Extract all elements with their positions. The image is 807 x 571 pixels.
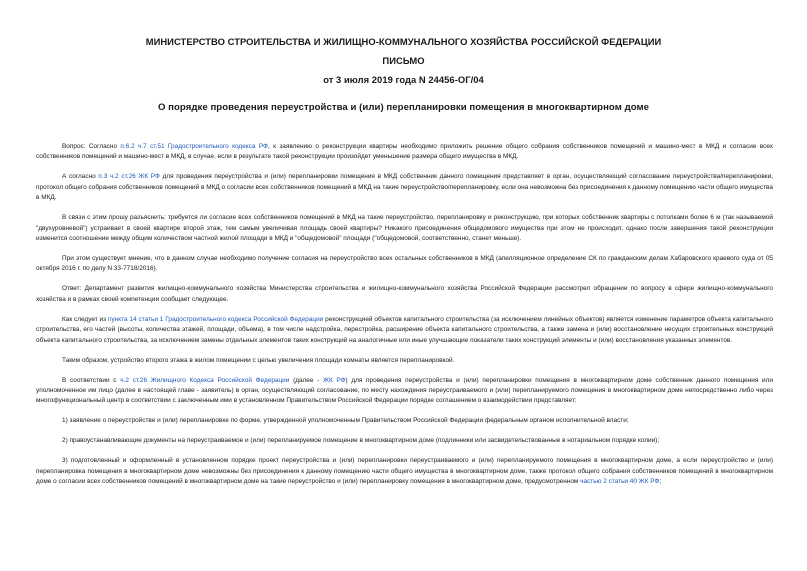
text: В соответствии с xyxy=(62,376,121,384)
list-item-2: 2) правоустанавливающие документы на переустраиваемое и (или) перепланируемое помещение в многоквартирном доме (подлинники или засвидетельствованные в нотариальном порядке копии); xyxy=(62,437,660,445)
text: для проведения переустройства и (или) перепланировки помещения в МКД собственник данного помещения представляет в орган, осуществляющий согласование переустройства/перепланировки, протокол общего собрания собственников помещений в МКД о согласии всех собственников помещений в МКД на такие переустройство/перепланировку, если она невозможна без присоединения к данному помещению части общего имущества в МКД. xyxy=(36,173,774,202)
list-item-1: 1) заявление о переустройстве и (или) перепланировке по форме, утвержденной уполномоченным Правительством Российской Федерации федеральным органом исполнительной власти; xyxy=(62,417,629,425)
link-grk-1[interactable]: пункта 14 статьи 1 Градостроительного кодекса Российской Федерации xyxy=(107,315,324,323)
link-zhk-rf[interactable]: ЖК РФ xyxy=(323,376,346,384)
text: реконструкцией объектов капитального строительства (за исключением линейных объектов) является изменение параметров объекта капитального строительства, его частей (высоты, количества этажей, площади, объема), в том числе надстройка, перестройка, расширение объекта капитального строительства, а также замена и (или) восстановление несущих строительных конструкций объекта капитального строительства, за исключением замены отдельных элементов таких конструкций на аналогичные или иные улучшающие показатели таких конструкций элементы и (или) восстановления указанных элементов. xyxy=(36,315,773,344)
doc-type-heading: ПИСЬМО xyxy=(382,55,425,66)
ministry-heading: МИНИСТЕРСТВО СТРОИТЕЛЬСТВА И ЖИЛИЩНО-КОММУНАЛЬНОГО ХОЗЯЙСТВА РОССИЙСКОЙ ФЕДЕРАЦИИ xyxy=(145,36,662,47)
paragraph-zhk-procedure xyxy=(36,376,773,407)
link-zhk-26-2[interactable]: ч.2 ст.26 Жилищного Кодекса Российской Федерации xyxy=(120,376,290,384)
paragraph-reconstruction xyxy=(36,315,773,346)
text: , к заявлению о реконструкции квартиры необходимо приложить решение общего собрания собственников помещений и машино-мест в МКД и согласие всех собственников помещений и машино-мест в МКД, в случае, если в результате такой реконструкции произойдет уменьшение размера общего имущества в МКД. xyxy=(36,143,774,161)
paragraph-question xyxy=(36,142,773,163)
paragraph-answer: Ответ: Департамент развития жилищно-коммунального хозяйства Министерства строительства и жилищно-коммунального хозяйства Российской Федерации рассмотрел обращение по вопросу в сфере жилищно-коммунального хозяйства и в рамках своей компетенции сообщает следующее. xyxy=(36,285,773,303)
link-zhk-40[interactable]: частью 2 статьи 40 ЖК РФ xyxy=(580,478,660,486)
list-item-3 xyxy=(36,456,773,487)
link-grk-51[interactable]: п.6.2 ч.7 ст.51 Градостроительного кодекса РФ xyxy=(120,143,268,150)
text: Вопрос: Согласно xyxy=(62,143,121,150)
text: (далее - xyxy=(289,376,323,384)
paragraph-request: В связи с этим прошу разъяснить: требуется ли согласие всех собственников помещений в МКД на такие переустройство, перепланировку и реконструкцию, при которых собственник квартиры с потолками более 6 м (так называемой "двухуровневой") устраивает в своей квартире второй этаж, тем самым увеличивая площадь своей квартиры? Никакого присоединения общедомового имущества при этом не происходит, однако после завершения такой реконструкции изменится соотношение между общим количеством частной жилой площади в МКД и "общедомовой" площади ("общедомовой, соответственно, станет меньше). xyxy=(36,214,773,243)
text: ) для проведения переустройства и (или) перепланировки помещения в многоквартирном доме собственник данного помещения или уполномоченное им лицо (далее в настоящей главе - заявитель) в орган, осуществляющий согласование, по месту нахождения переустраиваемого и (или) перепланируемого помещения в многоквартирном доме непосредственно либо через многофункциональный центр в соответствии с заключенным ими в установленном Правительством Российской Федерации порядке соглашением о взаимодействии представляет: xyxy=(36,376,773,405)
text: А согласно xyxy=(62,173,99,181)
text: 3) подготовленный и оформленный в установленном порядке проект переустройства и (или) перепланировки переустраиваемого и (или) перепланируемого помещения в многоквартирном доме, а если переустройство и (или) перепланировка помещения в многоквартирном доме невозможны без присоединения к данному помещению части общего имущества в многоквартирном доме, также протокол общего собрания собственников помещений в многоквартирном доме о согласии всех собственников помещений в многоквартирном доме на такие переустройство и (или) перепланировку помещения в многоквартирном доме, предусмотренном xyxy=(36,457,773,486)
date-number-heading: от 3 июля 2019 года N 24456-ОГ/04 xyxy=(323,74,484,85)
paragraph-opinion: При этом существует мнение, что в данном случае необходимо получение согласия на переустройство всех остальных собственников в МКД (апелляционное определение СК по гражданским делам Хабаровского краевого суда от 05 октября 2016 г. по делу N 33-7718/2016). xyxy=(36,255,773,273)
paragraph-zhk-26 xyxy=(36,172,773,203)
text: ; xyxy=(659,478,662,486)
paragraph-conclusion: Таким образом, устройство второго этажа в жилом помещении с целью увеличения площади комнаты является перепланировкой. xyxy=(62,356,455,364)
subject-heading: О порядке проведения переустройства и (или) перепланировки помещения в многоквартирном доме xyxy=(157,102,650,113)
text: Как следует из xyxy=(62,315,108,323)
document-body xyxy=(36,142,773,497)
link-zhk-26[interactable]: п.3 ч.2 ст.26 ЖК РФ xyxy=(98,173,160,181)
